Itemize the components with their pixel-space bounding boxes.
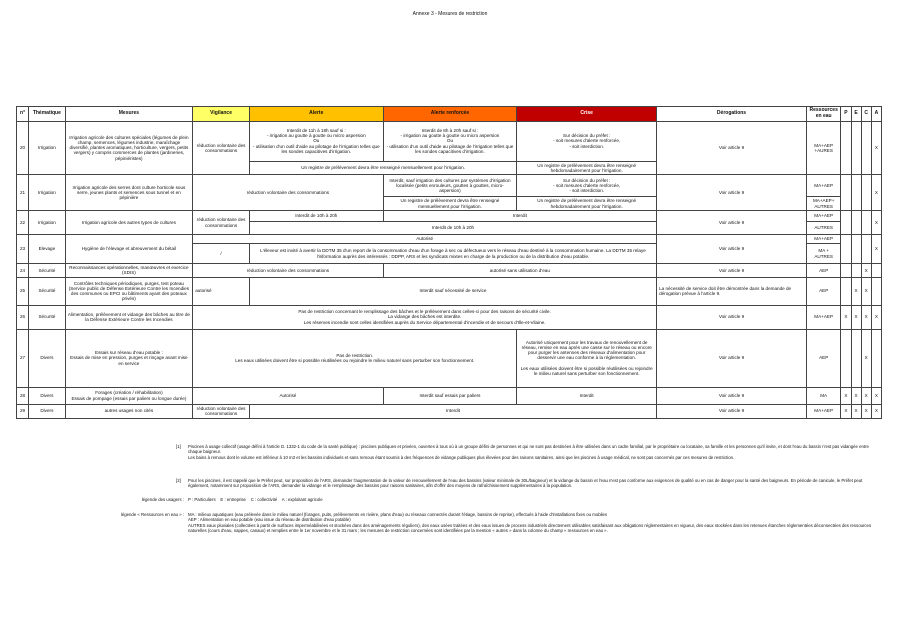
cell-e <box>851 121 861 175</box>
legend-resources <box>188 512 882 533</box>
cell-a: X <box>871 235 881 264</box>
footnote-1-label: [1] <box>176 444 181 449</box>
cell-ressources: MA+AEP+ AUTRES <box>806 197 840 211</box>
legend-users: P : Particuliers E : entreprise C : collectivité A : exploitant agricole <box>188 497 323 502</box>
row-num: 24 <box>17 264 29 278</box>
cell-ar-crise: autorisé sans utilisation d'eau <box>383 264 656 278</box>
cell-vigilance: réduction volontaire des consommations <box>193 121 250 175</box>
table-row <box>17 211 882 222</box>
row-num: 23 <box>17 235 29 264</box>
cell-e: X <box>851 305 861 329</box>
cell-derogation: Voir article 9 <box>657 121 807 175</box>
cell-ressources: AEP <box>806 329 840 387</box>
cell-e <box>851 235 861 264</box>
row-theme: Irrigation <box>29 121 65 175</box>
row-mesures: Irrigation agricole des autres types de cultures <box>65 211 193 235</box>
col-a: A <box>871 107 881 122</box>
cell-ressources: AUTRES <box>806 222 840 235</box>
row-num: 21 <box>17 175 29 211</box>
cell-crise: Interdit <box>517 387 657 404</box>
row-mesures: Reconnaissances opérationnelles, manœuvres et exercice (SDIS) <box>65 264 193 278</box>
col-num: n° <box>17 107 29 122</box>
cell-vigilance-alerte: réduction volontaire des consommations <box>193 175 383 211</box>
row-num: 28 <box>17 387 29 404</box>
legend-resources-ma: MA : milieux aquatiques (eau prélevée dans le milieu naturel (forages, puits, prélèvements en rivière, plans d'eau) ou réseaux connectés durant l'étiage, bassins de reprise), effectués à l'aide d'installations fixes ou mobiles <box>188 512 608 517</box>
cell-e: X <box>851 277 861 305</box>
cell-c <box>861 121 871 175</box>
cell-derogation: Voir article 9 <box>657 235 807 264</box>
cell-alerte: Interdit de 11h à 18h sauf si : - irrigation au goutte à goutte ou micro aspersion Ou - utilisation d'un outil d'aide au pilotage de l'irrigation telles que les sondes capacitives d'irrigation. <box>249 121 383 161</box>
cell-e <box>851 329 861 387</box>
row-num: 26 <box>17 305 29 329</box>
cell-vigilance: réduction volontaire des consommations <box>193 404 250 418</box>
cell-vigilance-alerte: réduction volontaire des consommations <box>193 264 383 278</box>
cell-derogation: Voir article 9 <box>657 211 807 235</box>
table-row <box>17 277 882 305</box>
cell-autres: Interdit de 10h à 20h <box>249 222 656 235</box>
row-theme: Divers <box>29 387 65 404</box>
cell-c: X <box>861 277 871 305</box>
cell-vigilance: / <box>193 244 250 264</box>
cell-rest: Interdit <box>249 404 656 418</box>
cell-ressources: MA+AEP <box>806 211 840 222</box>
cell-derogation: Voir article 9 <box>657 329 807 387</box>
table-header-row <box>17 107 882 122</box>
cell-a: X <box>871 211 881 235</box>
col-mesures: Mesures <box>65 107 193 122</box>
cell-pas-restriction: Pas de restriction. Les eaux utilisées doivent être si possible réutilisées ou rejoindre le milieu naturel sans perturber son fonctionnement. <box>193 329 517 387</box>
cell-p: X <box>841 404 851 418</box>
cell-ressources: MA + AUTRES <box>806 244 840 264</box>
cell-crise-registre: Un registre de prélèvement devra être renseigné hebdomadairement pour l'irrigation. <box>517 161 657 175</box>
page-header: Annexe 3 - Mesures de restriction <box>412 11 488 17</box>
cell-vigilance: réduction volontaire des consommations <box>193 211 250 235</box>
cell-ressources: MA+AEP <box>806 305 840 329</box>
row-theme: Elevage <box>29 235 65 264</box>
col-theme: Thématique <box>29 107 65 122</box>
col-c: C <box>861 107 871 122</box>
col-alerte-renforcee: Alerte renforcée <box>383 107 517 122</box>
row-num: 20 <box>17 121 29 175</box>
cell-registre: Un registre de prélèvement devra être renseigné mensuellement pour l'irrigation. <box>249 161 516 175</box>
cell-a: X <box>871 121 881 175</box>
col-derogations: Dérogations <box>657 107 807 122</box>
cell-p <box>841 211 851 235</box>
cell-elevage-text: L'éleveur est invité à avertir la DDTM 35 d'un report de la consommation d'eau d'un forage à sec ou défectueux vers le réseau d'eau destiné à la consommation humaine. La DDTM 35 relaye l'information auprès des intéressés : DDPP, ARS et les syndicats mixtes en charge de la production ou de la distribution d'eau potable. <box>249 244 656 264</box>
cell-a: X <box>871 387 881 404</box>
cell-p <box>841 235 851 264</box>
row-mesures: Hygiène de l'élevage et abreuvement du bétail <box>65 235 193 264</box>
cell-c <box>861 235 871 264</box>
cell-ressources: MA+AEP <box>806 175 840 197</box>
row-num: 25 <box>17 277 29 305</box>
col-e: E <box>851 107 861 122</box>
cell-e <box>851 264 861 278</box>
row-mesures: Alimentation, prélèvement et vidange des bâches au titre de la Défense Extérieure Contre les Incendies <box>65 305 193 329</box>
footnote-1-text-b: Les bains à remous dont le volume est inférieur à 10 m3 et les bassins individuels et sans remous étant soumis à des fréquences de vidange publiques plus élevées pour des raisons sanitaires, ainsi que les piscines à usage médical, ne sont pas concernés par ces mesures de restriction. <box>188 454 735 460</box>
cell-bache-text: Pas de restriction concernant le remplissage des bâches et le prélèvement dans celles-ci pour des raisons de sécurité civile. La vidange des bâches est interdite. Les réserves incendie sont celles identifiées auprès du Service départemental d'incendie et de secours d'Ille-et-Vilaine. <box>193 305 657 329</box>
row-theme: Sécurité <box>29 264 65 278</box>
cell-alerte-renforcee: Interdit sauf essais par paliers <box>383 387 517 404</box>
cell-ressources: AEP <box>806 264 840 278</box>
cell-p <box>841 277 851 305</box>
cell-a <box>871 329 881 387</box>
cell-derogation: Voir article 9 <box>657 387 807 404</box>
cell-c <box>861 211 871 235</box>
row-num: 22 <box>17 211 29 235</box>
row-mesures: Irrigation agricole des cultures spéciales (légumes de plein champ, semences, légumes industrie, maraîchage diversifié, plantes aromatiques, horticulture, vergers, petits vergers) y compris commerces de plantes (jardineries, pépiniéristes) <box>65 121 193 175</box>
cell-p <box>841 175 851 211</box>
restriction-table <box>16 106 882 419</box>
cell-ar-registre: Un registre de prélèvement devra être renseigné mensuellement pour l'irrigation. <box>383 197 517 211</box>
table-row <box>17 305 882 329</box>
footnote-1 <box>188 444 882 460</box>
cell-alerte: Interdit de 10h à 20h <box>249 211 383 222</box>
cell-p <box>841 329 851 387</box>
legend-users-label: légende des usagers : <box>141 497 184 502</box>
cell-derogation: Voir article 9 <box>657 305 807 329</box>
row-num: 29 <box>17 404 29 418</box>
footnote-2: Pour les piscines, il est rappelé que le Préfet peut, sur proposition de l'ARS, demander l'augmentation de la valeur de renouvellement de l'eau des bassins (valeur minimale de 30L/baigneur) et la vidange du bassin et l'eau n'est pas conforme aux exigences de qualité ou en cas de danger pour la santé des baigneurs. En période de canicule, le Préfet peut également, notamment sur proposition de l'ARS, demander la vidange et le remplissage des bassins pour raisons sanitaires, afin d'offrir des moyens de rafraîchissement supplémentaires à la population. <box>188 478 863 489</box>
cell-c: X <box>861 329 871 387</box>
row-mesures: Contrôles techniques périodiques, purges, test poteau (Service public de Défense Extérieure Contre les Incendies des communes ou EPCI ou bâtiments ayant des poteaux privés) <box>65 277 193 305</box>
legend-resources-aep: AEP : Alimentation en eau potable (eau issue du réseau de distribution d'eau potable) <box>188 517 351 523</box>
col-p: P <box>841 107 851 122</box>
cell-crise-registre: Un registre de prélèvement devra être renseigné hebdomadairement pour l'irrigation. <box>517 197 657 211</box>
row-mesures: autres usages non cités <box>65 404 193 418</box>
row-theme: Divers <box>29 329 65 387</box>
cell-rest: Interdit sauf nécessité de service <box>249 277 656 305</box>
cell-a: X <box>871 305 881 329</box>
row-theme: Irrigation <box>29 175 65 211</box>
cell-e: X <box>851 404 861 418</box>
row-mesures: Irrigation agricole des serres dont culture horticole sous serre, jeunes plants et semences sous tunnel et en pépinière <box>65 175 193 211</box>
table-row <box>17 387 882 404</box>
table-row <box>17 235 882 244</box>
cell-a <box>871 277 881 305</box>
cell-c: X <box>861 387 871 404</box>
cell-a: X <box>871 175 881 211</box>
row-theme: Divers <box>29 404 65 418</box>
cell-c: X <box>861 305 871 329</box>
cell-ressources: MA <box>806 387 840 404</box>
cell-vigilance: autorisé <box>193 277 250 305</box>
legend-resources-label: légende « Ressources en eau » : <box>120 512 184 517</box>
cell-derogation: Voir article 9 <box>657 175 807 211</box>
cell-c: X <box>861 264 871 278</box>
cell-p <box>841 264 851 278</box>
cell-vigilance-alerte: Autorisé <box>193 387 383 404</box>
cell-crise: Autorisé uniquement pour les travaux de renouvellement de réseau, remise en eau après une casse sur le réseau ou encore pour purger les antennes des réseaux d'alimentation pour desservir une eau conforme à la réglementation. Les eaux utilisées doivent être si possible réutilisées ou rejoindre le milieu naturel sans perturber son fonctionnement. <box>517 329 657 387</box>
cell-autorise: Autorisé <box>193 235 657 244</box>
row-theme: Irrigation <box>29 211 65 235</box>
col-crise: Crise <box>517 107 657 122</box>
col-vigilance: Vigilance <box>193 107 250 122</box>
cell-a <box>871 264 881 278</box>
cell-ressources: MA+AEP <box>806 235 840 244</box>
cell-alerte-renforcee: Interdit, sauf irrigation des cultures par systèmes d'irrigation localisée (petits enrouleurs, gouttes à gouttes, micro-aspersion) <box>383 175 517 197</box>
table-row <box>17 264 882 278</box>
row-num: 27 <box>17 329 29 387</box>
row-theme: Sécurité <box>29 277 65 305</box>
cell-a: X <box>871 404 881 418</box>
table-row <box>17 329 882 387</box>
cell-ressources: MA+AEP +AURES <box>806 121 840 175</box>
col-alerte: Alerte <box>249 107 383 122</box>
col-ressources: Ressources en eau <box>806 107 840 122</box>
cell-c: X <box>861 404 871 418</box>
cell-ressources: MA+AEP <box>806 404 840 418</box>
cell-e: X <box>851 387 861 404</box>
table-row <box>17 121 882 161</box>
row-mesures: Forages (création / réhabilitation) Essais de pompage (essais par paliers ou longue durée) <box>65 387 193 404</box>
cell-ar-crise: Interdit <box>383 211 656 222</box>
footnote-2-label: [2] <box>176 478 181 483</box>
cell-p <box>841 121 851 175</box>
cell-alerte-renforcee: Interdit de 8h à 20h sauf si : - irrigation au goutte à goutte ou micro aspersion Ou - utilisation d'un outil d'aide au pilotage de l'irrigation telles que les sondes capacitives d'irrigation. <box>383 121 517 161</box>
cell-p: X <box>841 305 851 329</box>
cell-derogation: Voir article 9 <box>657 404 807 418</box>
cell-e <box>851 175 861 211</box>
cell-derogation: Voir article 9 <box>657 264 807 278</box>
cell-e <box>851 211 861 235</box>
cell-ressources: AEP <box>806 277 840 305</box>
cell-c <box>861 175 871 211</box>
legend-resources-autres: AUTRES eaux pluviales (collectées à partir de surfaces imperméabilisées et stockées dans des aménagements réguliers), des eaux usées traitées et des eaux issues de process industriels directement utilisables satisfaisant aux obligations réglementaires en vigueur, des eaux stockées dans les retenues étanches réglementées déconnectées des ressources naturelles (cours d'eau, nappes, canaux) et remplies entre le 1er novembre et le 31 mars ; les mesures de restriction concernées sont identifiées par la mention « autres » dans la colonne du champ « ressources en eau ». <box>188 522 872 534</box>
table-row <box>17 404 882 418</box>
cell-p: X <box>841 387 851 404</box>
table-row <box>17 175 882 197</box>
row-mesures: Essais sur réseau d'eau potable : Essais de mise en pression, purges et rinçage avant mise en service <box>65 329 193 387</box>
cell-crise: Sur décision du préfet : - soit mesures d'alerte renforcée, - soit interdiction. <box>517 121 657 161</box>
footnote-1-text: Piscines à usage collectif (usage défini à l'article D. 1332-1 du code de la santé publique) : piscines publiques et privées, ouvertes à tous où à un groupe défini de personnes et qui ne sont pas destinées à être utilisées dans un cadre familial, par le propriétaire ou locataire, sa famille et les personnes qu'il invite, et dont l'eau du bassin n'est pas vidangée entre chaque baigneur. <box>188 444 869 455</box>
cell-derogation: La nécessité de service doit être démontrée dans la demande de dérogation prévue à l'article 9. <box>657 277 807 305</box>
cell-crise: Sur décision du préfet : - soit mesures d'alerte renforcée, - soit interdiction. <box>517 175 657 197</box>
row-theme: Sécurité <box>29 305 65 329</box>
